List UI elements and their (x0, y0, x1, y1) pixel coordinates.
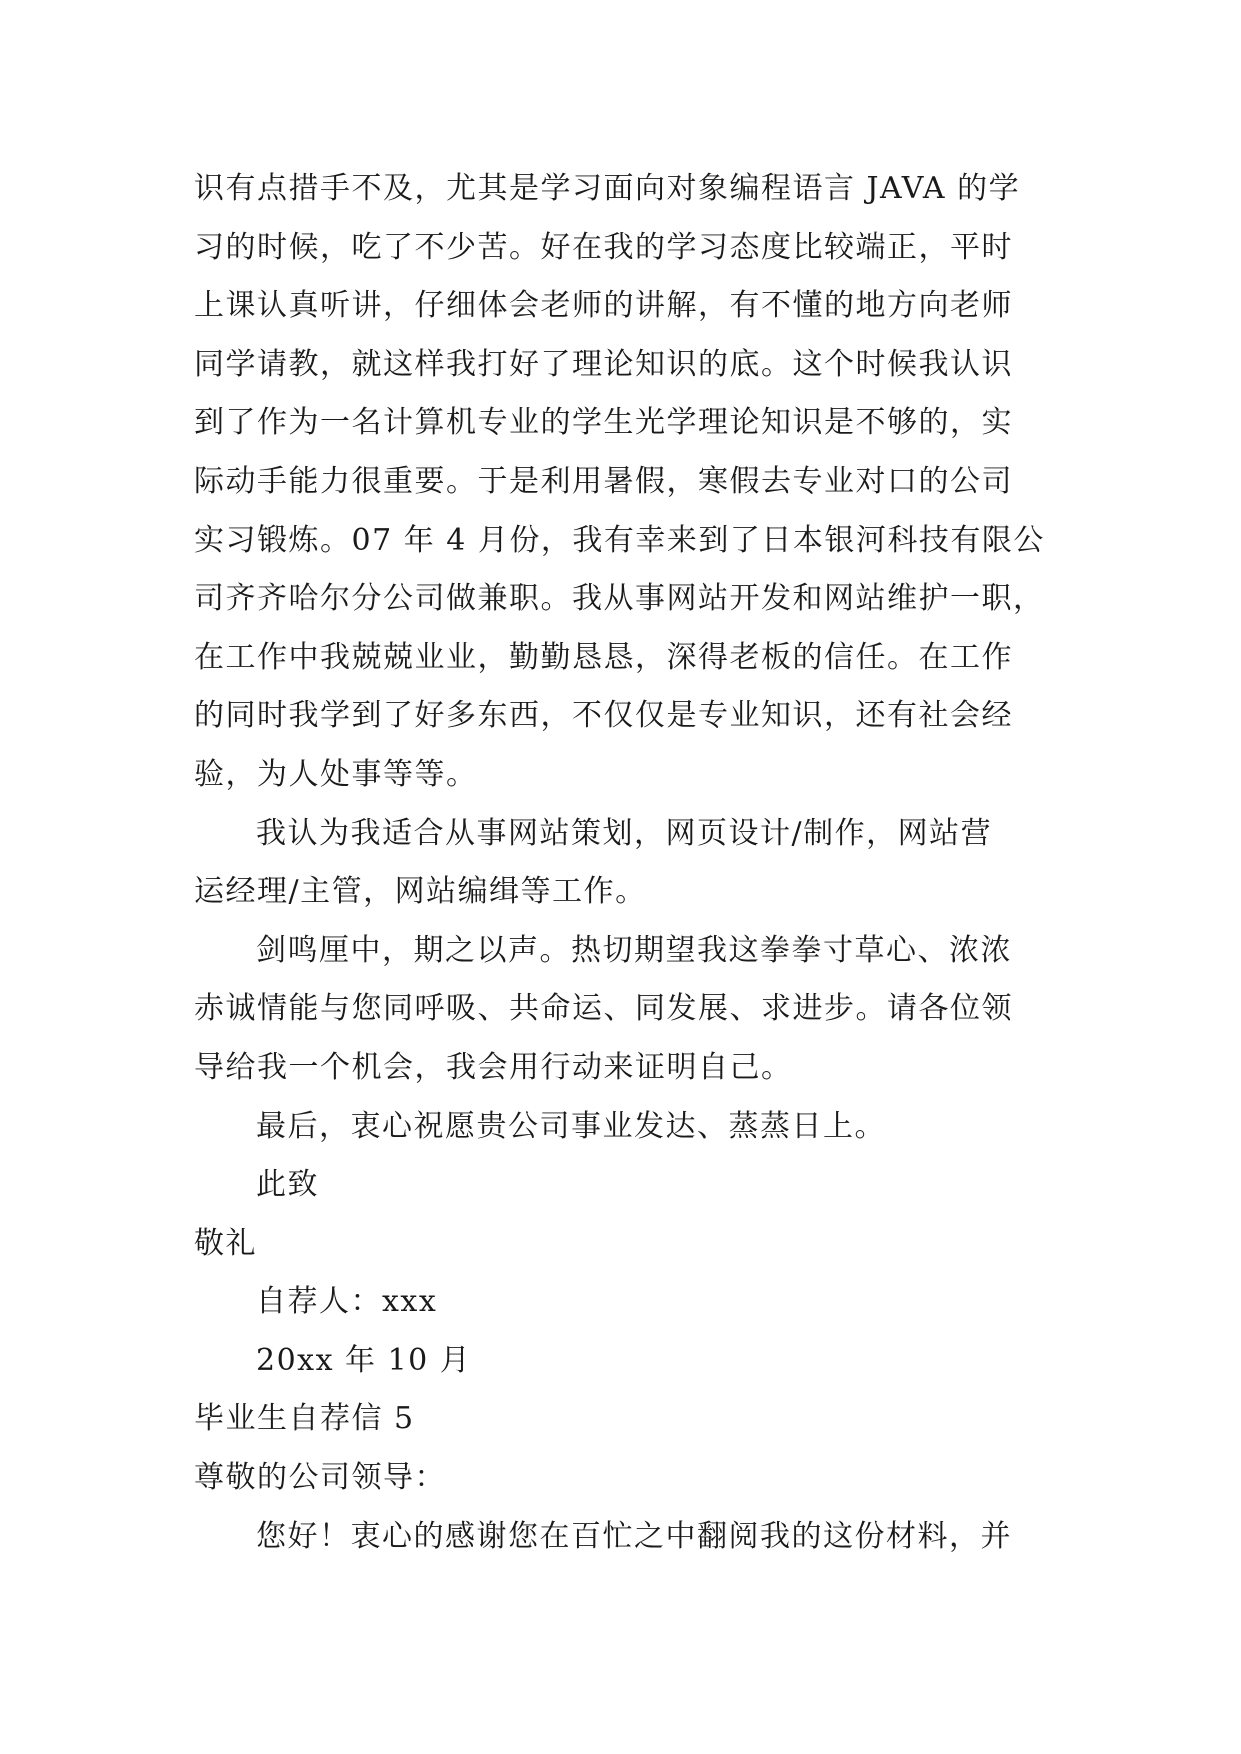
body-line: 际动手能力很重要。于是利用暑假，寒假去专业对口的公司 (194, 463, 1013, 499)
body-line: 司齐齐哈尔分公司做兼职。我从事网站开发和网站维护一职， (194, 581, 1045, 617)
section-heading: 毕业生自荐信 5 (194, 1401, 415, 1437)
body-line: 识有点措手不及，尤其是学习面向对象编程语言 JAVA 的学 (194, 171, 1021, 206)
letter-body (194, 160, 1054, 1566)
body-line: 上课认真听讲，仔细体会老师的讲解，有不懂的地方向老师 (194, 288, 1013, 324)
closing-wish: 最后，衷心祝愿贵公司事业发达、蒸蒸日上。 (256, 1108, 886, 1144)
closing-regards: 敬礼 (194, 1225, 257, 1261)
body-line: 习的时候，吃了不少苦。好在我的学习态度比较端正，平时 (194, 229, 1013, 265)
body-line: 验，为人处事等等。 (194, 756, 478, 792)
body-line: 导给我一个机会，我会用行动来证明自己。 (194, 1049, 793, 1085)
body-line: 的同时我学到了好多东西，不仅仅是专业知识，还有社会经 (194, 698, 1013, 734)
paragraph-first-line: 我认为我适合从事网站策划，网页设计/制作，网站营 (256, 815, 993, 851)
body-line: 同学请教，就这样我打好了理论知识的底。这个时候我认识 (194, 346, 1013, 382)
signature-line: 自荐人：xxx (256, 1284, 438, 1320)
paragraph-first-line: 剑鸣厘中，期之以声。热切期望我这拳拳寸草心、浓浓 (256, 932, 1012, 968)
paragraph-first-line: 您好！衷心的感谢您在百忙之中翻阅我的这份材料，并 (256, 1518, 1012, 1554)
body-line: 运经理/主管，网站编缉等工作。 (194, 874, 647, 910)
body-line: 到了作为一名计算机专业的学生光学理论知识是不够的，实 (194, 405, 1013, 441)
greeting-line: 尊敬的公司领导： (194, 1460, 446, 1496)
date-line: 20xx 年 10 月 (256, 1342, 472, 1378)
body-line: 实习锻炼。07 年 4 月份，我有幸来到了日本银河科技有限公 (194, 522, 1045, 558)
body-line: 赤诚情能与您同呼吸、共命运、同发展、求进步。请各位领 (194, 991, 1013, 1027)
closing-salutation: 此致 (256, 1167, 319, 1203)
body-line: 在工作中我兢兢业业，勤勤恳恳，深得老板的信任。在工作 (194, 639, 1013, 675)
